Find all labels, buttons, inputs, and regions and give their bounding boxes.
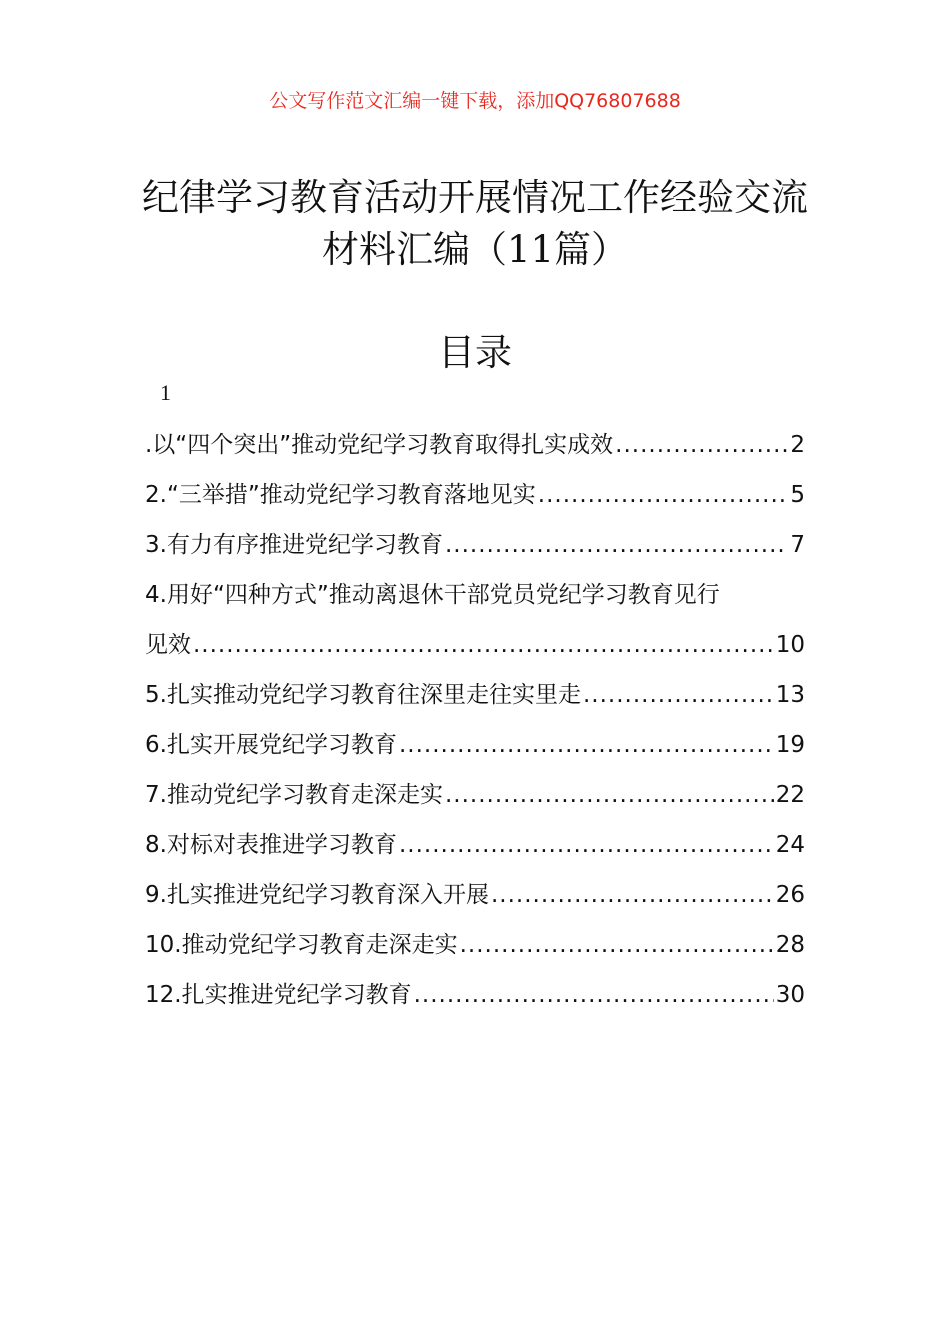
toc-item[interactable] [145, 770, 805, 820]
toc-item[interactable] [145, 520, 805, 570]
toc-item-title: 9.扎实推进党纪学习教育深入开展 [145, 882, 489, 908]
toc-item-page: 30 [775, 982, 805, 1008]
title-line-2-prefix: 材料汇编（ [321, 228, 507, 271]
toc-item-page: 13 [775, 682, 805, 708]
toc-heading: 目录 [438, 331, 512, 374]
toc-item-title: 7.推动党纪学习教育走深走实 [145, 782, 443, 808]
toc-leader [414, 970, 774, 1020]
toc-item-title: 8.对标对表推进学习教育 [145, 832, 397, 858]
title-line-1: 纪律学习教育活动开展情况工作经验交流 [142, 176, 808, 219]
toc-leader [399, 720, 774, 770]
toc-item-page: 5 [790, 482, 805, 508]
toc-item[interactable] [145, 870, 805, 920]
title-line-2-suffix: 篇） [554, 228, 629, 271]
toc-leader [399, 820, 774, 870]
toc-item-page: 22 [775, 782, 805, 808]
toc-item[interactable] [145, 420, 805, 470]
toc-leader [615, 420, 788, 470]
toc-item-title: .以“四个突出”推动党纪学习教育取得扎实成效 [145, 432, 614, 458]
toc-item-page: 28 [775, 932, 805, 958]
toc-leader [445, 520, 788, 570]
toc-leader [460, 920, 774, 970]
toc-item-title: 10.推动党纪学习教育走深走实 [145, 932, 458, 958]
toc-item-page: 24 [775, 832, 805, 858]
toc-item-title: 6.扎实开展党纪学习教育 [145, 732, 397, 758]
title-count: 11 [506, 228, 555, 271]
toc-item-page: 10 [775, 632, 805, 658]
stray-number: 1 [160, 380, 171, 405]
toc-item-page: 19 [775, 732, 805, 758]
toc-item[interactable] [145, 670, 805, 720]
toc-item-continuation[interactable] [145, 620, 805, 670]
title-line-2 [120, 224, 830, 276]
toc-leader [538, 470, 789, 520]
toc-item-page: 2 [790, 432, 805, 458]
toc-item-title: 3.有力有序推进党纪学习教育 [145, 532, 443, 558]
toc-leader [193, 620, 774, 670]
toc-item[interactable] [145, 820, 805, 870]
toc-leader [491, 870, 774, 920]
toc-item-title: 2.“三举措”推动党纪学习教育落地见实 [145, 482, 536, 508]
toc-item-page: 26 [775, 882, 805, 908]
toc-item[interactable] [145, 720, 805, 770]
toc-leader [445, 770, 774, 820]
toc-item[interactable] [145, 470, 805, 520]
toc-item-title: 4.用好“四种方式”推动离退休干部党员党纪学习教育见行 [145, 582, 720, 608]
toc-leader [583, 670, 774, 720]
toc-item-page: 7 [790, 532, 805, 558]
toc-item[interactable] [145, 920, 805, 970]
header-note: 公文写作范文汇编一键下载，添加QQ76807688 [269, 90, 681, 112]
toc-item-title: 5.扎实推动党纪学习教育往深里走往实里走 [145, 682, 581, 708]
document-title [120, 172, 830, 276]
table-of-contents [145, 420, 805, 1020]
toc-item[interactable] [145, 970, 805, 1020]
toc-item-title: 12.扎实推进党纪学习教育 [145, 982, 412, 1008]
toc-item-title-continuation: 见效 [145, 632, 191, 658]
toc-item[interactable] [145, 570, 805, 620]
